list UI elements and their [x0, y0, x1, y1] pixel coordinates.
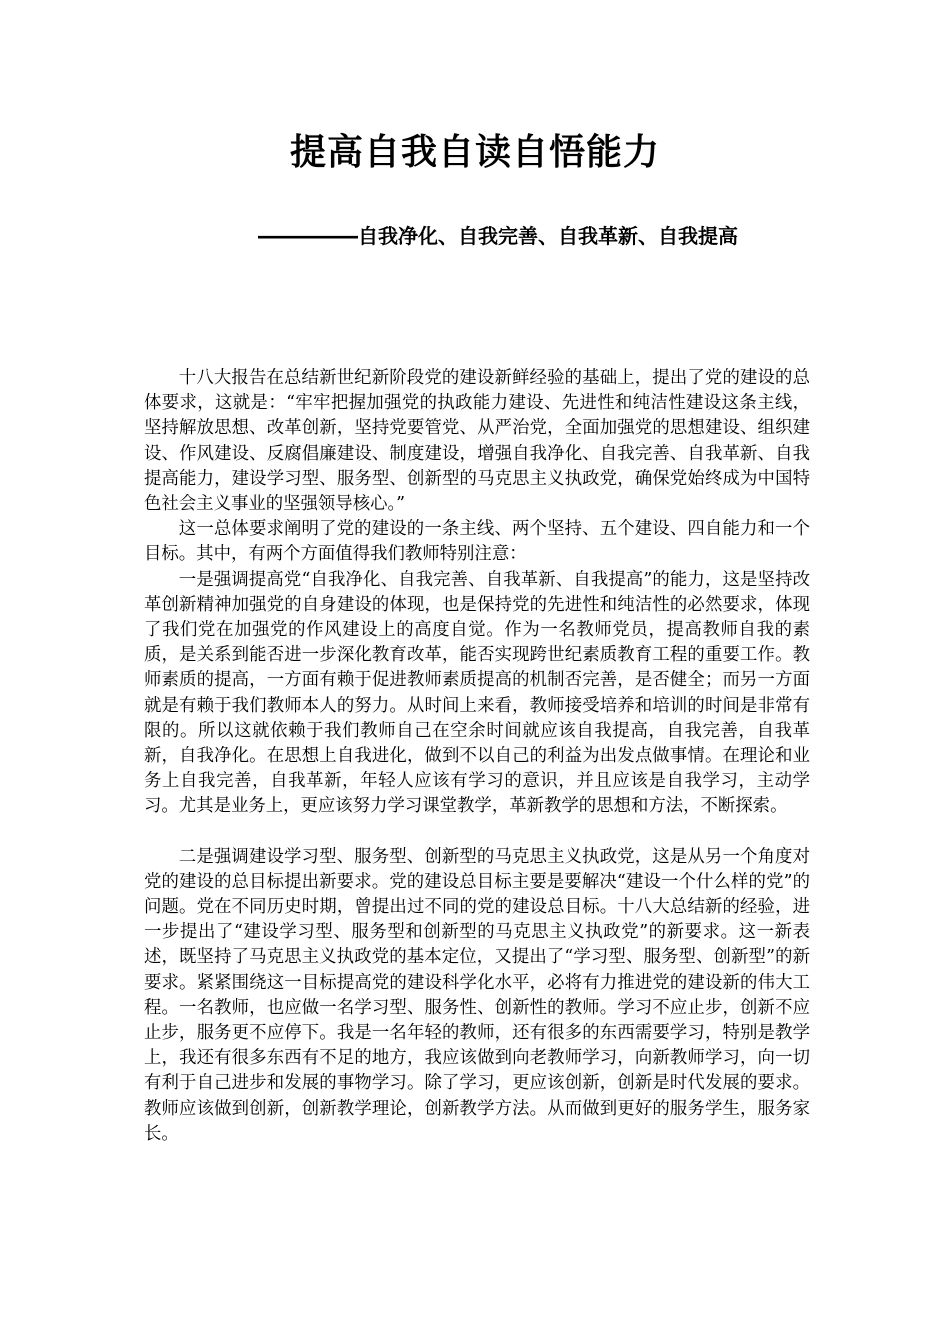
paragraph-4: 二是强调建设学习型、服务型、创新型的马克思主义执政党，这是从另一个角度对党的建设的总目标提出新要求。党的建设总目标主要是要解决“建设一个什么样的党”的问题。党在不同历史时期，曾提出过不同的党的建设总目标。十八大总结新的经验，进一步提出了“建设学习型、服务型和创新型的马克思主义执政党”的新要求。这一新表述，既坚持了马克思主义执政党的基本定位，又提出了“学习型、服务型、创新型”的新要求。紧紧围绕这一目标提高党的建设科学化水平，必将有力推进党的建设新的伟大工程。一名教师，也应做一名学习型、服务性、创新性的教师。学习不应止步，创新不应止步，服务更不应停下。我是一名年轻的教师，还有很多的东西需要学习，特别是教学上，我还有很多东西有不足的地方，我应该做到向老教师学习，向新教师学习，向一切有利于自己进步和发展的事物学习。除了学习，更应该创新，创新是时代发展的要求。教师应该做到创新，创新教学理论，创新教学方法。从而做到更好的服务学生，服务家长。: [144, 846, 810, 1144]
paragraph-3: 一是强调提高党“自我净化、自我完善、自我革新、自我提高”的能力，这是坚持改革创新精神加强党的自身建设的体现，也是保持党的先进性和纯洁性的必然要求，体现了我们党在加强党的作风建设上的高度自觉。作为一名教师党员，提高教师自我的素质，是关系到能否进一步深化教育改革，能否实现跨世纪素质教育工程的重要工作。教师素质的提高，一方面有赖于促进教师素质提高的机制否完善，是否健全；而另一方面就是有赖于我们教师本人的努力。从时间上来看，教师接受培养和培训的时间是非常有限的。所以这就依赖于我们教师自己在空余时间就应该自我提高，自我完善，自我革新，自我净化。在思想上自我进化，做到不以自己的利益为出发点做事情。在理论和业务上自我完善，自我革新，年轻人应该有学习的意识，并且应该是自我学习，主动学习。尤其是业务上，更应该努力学习课堂教学，革新教学的思想和方法，不断探索。: [144, 569, 810, 817]
paragraph-1: 十八大报告在总结新世纪新阶段党的建设新鲜经验的基础上，提出了党的建设的总体要求，这就是：“牢牢把握加强党的执政能力建设、先进性和纯洁性建设这条主线，坚持解放思想、改革创新，坚持党要管党、从严治党，全面加强党的思想建设、组织建设、作风建设、反腐倡廉建设、制度建设，增强自我净化、自我完善、自我革新、自我提高能力，建设学习型、服务型、创新型的马克思主义执政党，确保党始终成为中国特色社会主义事业的坚强领导核心。”: [144, 368, 810, 515]
paragraph-2: 这一总体要求阐明了党的建设的一条主线、两个坚持、五个建设、四自能力和一个目标。其中，有两个方面值得我们教师特别注意：: [144, 519, 810, 565]
document-subtitle: ―――――自我净化、自我完善、自我革新、自我提高: [258, 224, 738, 248]
document-title: 提高自我自读自悟能力: [289, 131, 660, 173]
document-body: [144, 366, 810, 1147]
